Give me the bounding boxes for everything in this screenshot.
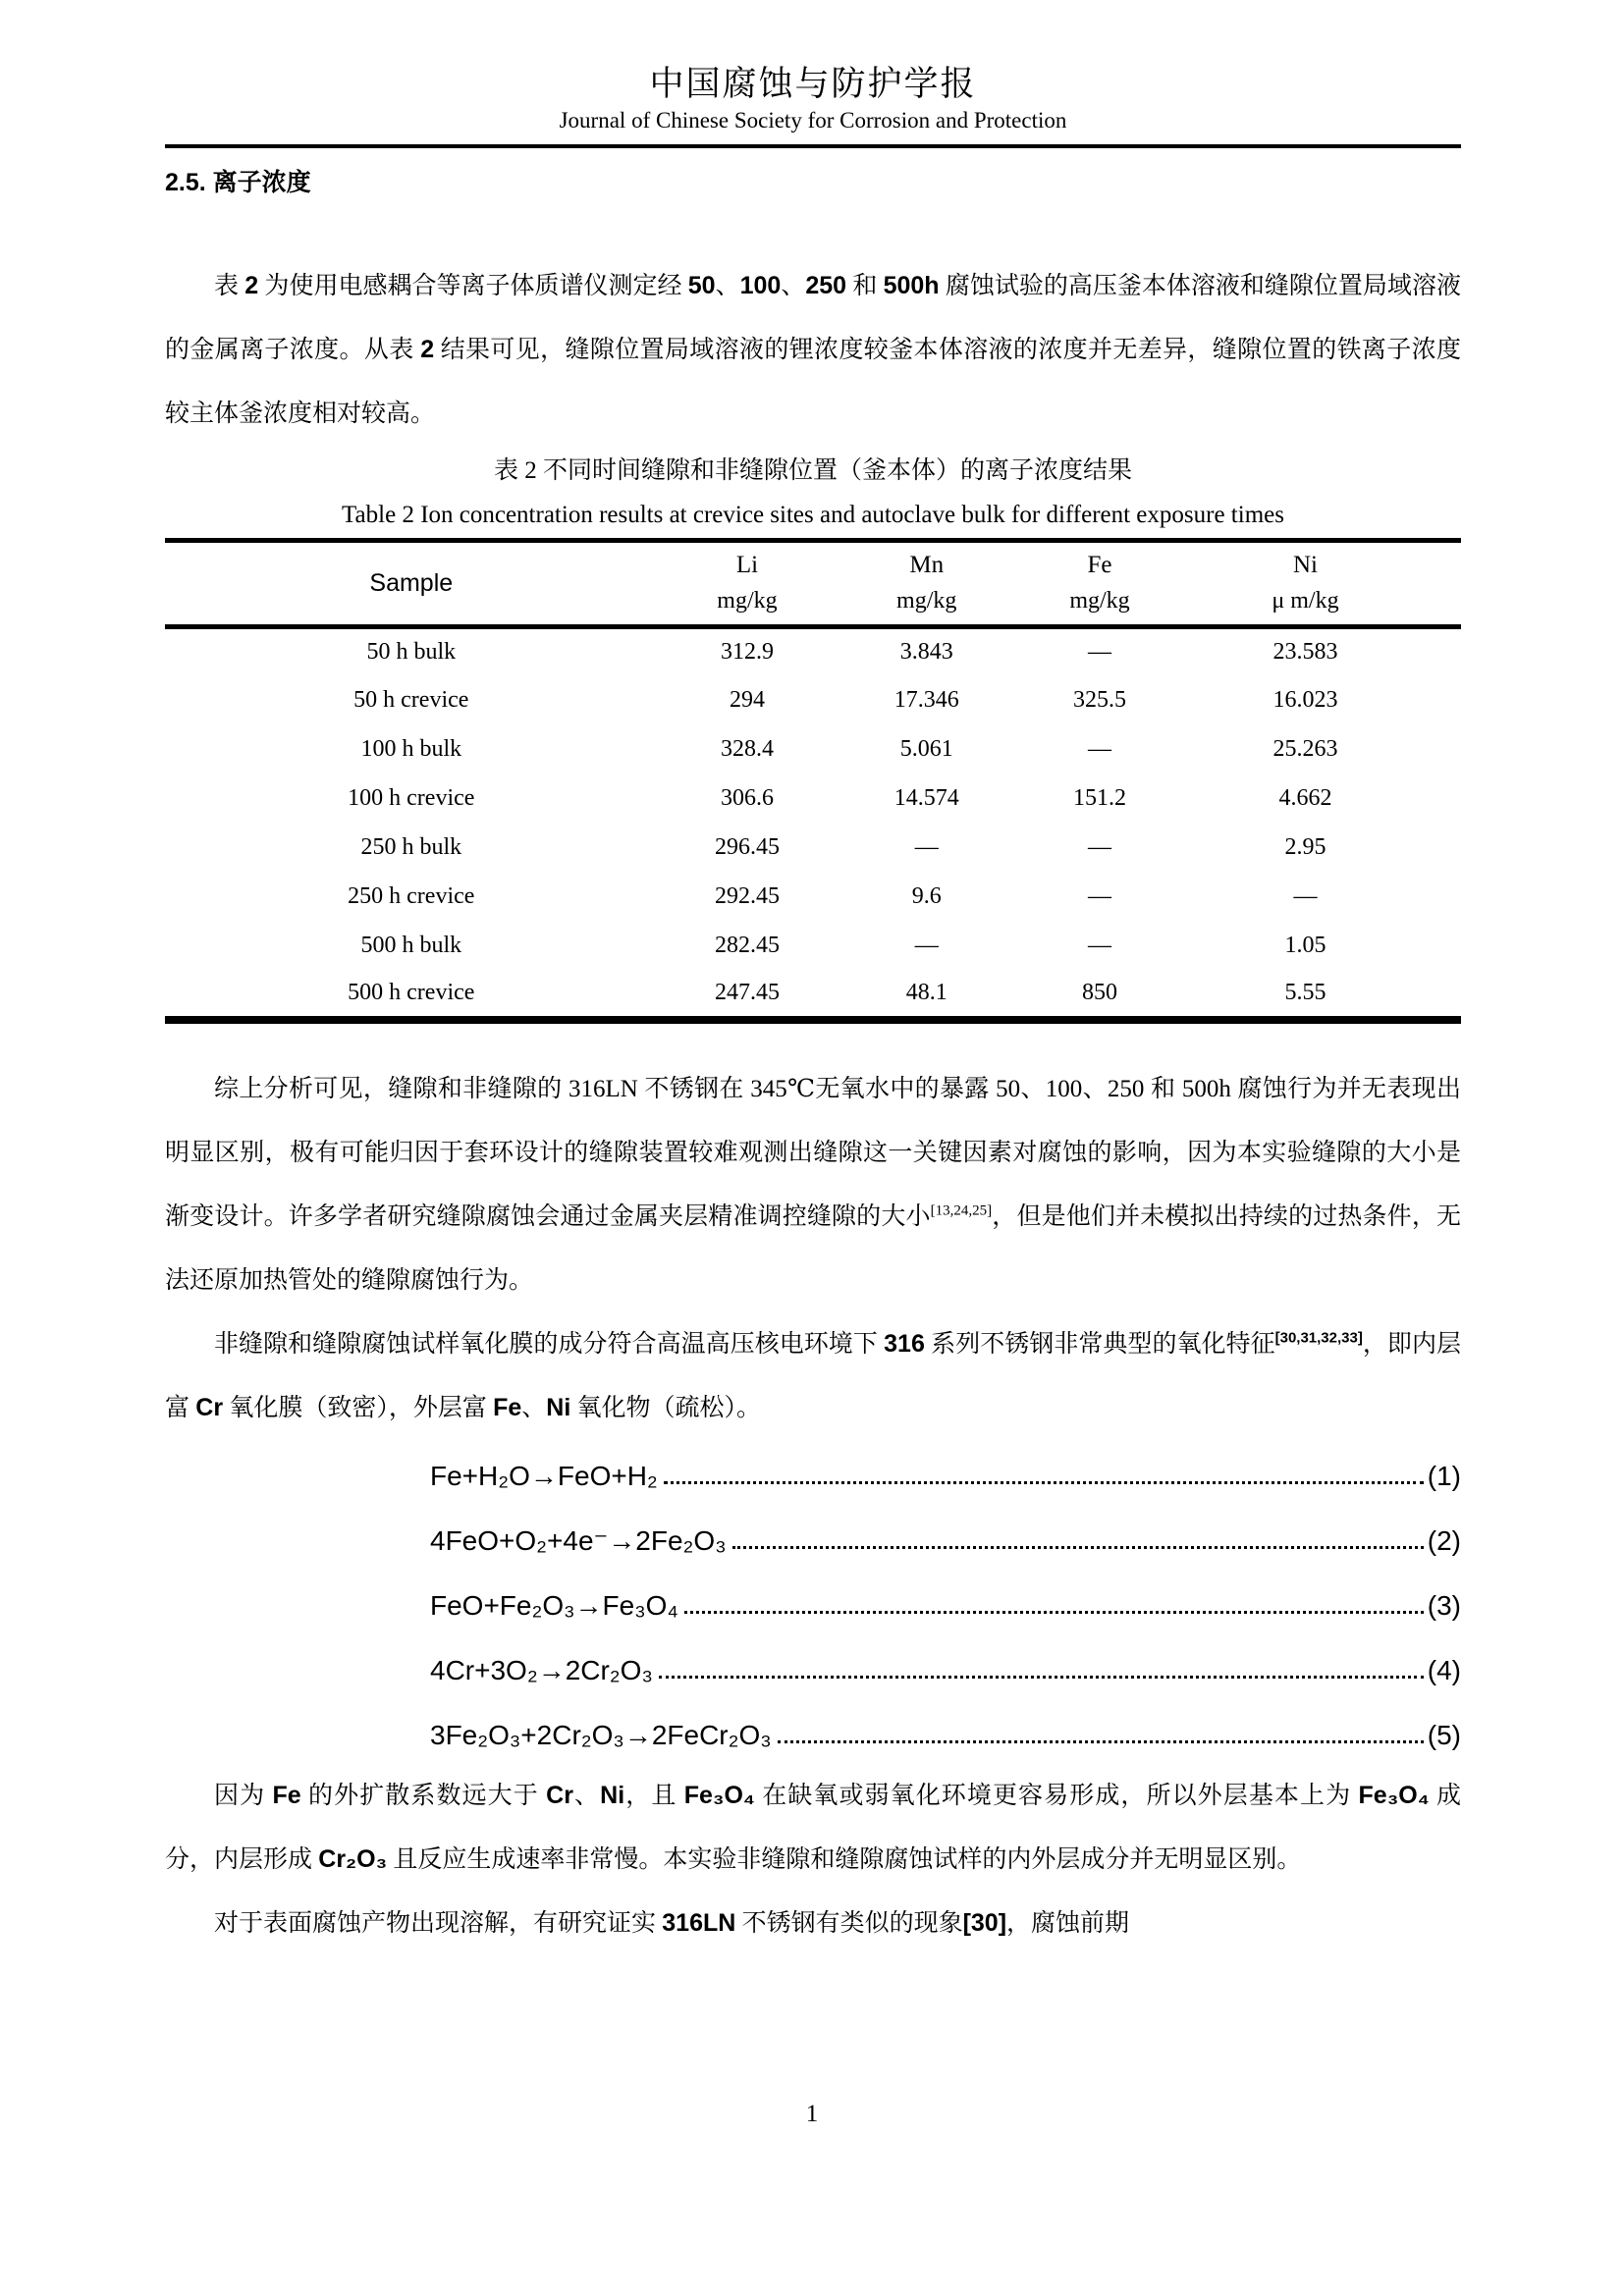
text-run: 、 [715,273,740,299]
table-header-fe [1016,541,1183,627]
table-header-mn [837,541,1016,627]
paragraph-dissolution [165,1892,1461,1955]
text-run: ，腐蚀前期 [1006,1909,1130,1937]
value-cell: 48.1 [905,980,947,1005]
value-cell: 16.023 [1272,687,1338,713]
equation-number: (1) [1427,1460,1461,1491]
table-header-li [658,541,838,627]
ion-concentration-table [165,538,1461,1024]
text-run: 综上分析可见，缝隙和非缝隙的 316LN 不锈钢在 345℃无氧水中的暴露 50、100、250 和 500h 腐蚀行为并无表现出明显区别，极有可能归因于套环设计的缝隙装置较难观测出缝隙这一关键因素对腐蚀的影响，因为本实验缝隙的大小是渐变设计。许多学者研究缝隙腐蚀会通过金属夹层精准调控缝隙的大小 [165,1075,1461,1230]
text-run: 腐蚀试验的高压釜本体溶液和缝隙位置局域溶液的金属离子浓度。从表 [165,273,1461,363]
table-header-sample: Sample [369,569,454,597]
equation-formula: Fe+H₂O→FeO+H₂ [430,1460,658,1491]
text-run: 、 [781,273,806,299]
equation-number: (3) [1427,1589,1461,1621]
text-run: 成分，内层形成 [165,1782,1461,1873]
text-run: ，且 [624,1782,684,1809]
sample-cell: 100 h bulk [360,736,462,762]
value-cell: 17.346 [893,687,959,713]
value-cell: 151.2 [1073,785,1127,811]
value-cell: 2.95 [1284,834,1326,860]
text-run: [13,24,25] [930,1202,993,1219]
table-body [165,627,1461,1020]
text-run: Fe [272,1781,301,1809]
value-cell: 23.583 [1272,639,1338,666]
text-run: 、 [521,1394,547,1421]
equation-formula: FeO+Fe₂O₃→Fe₃O₄ [430,1589,678,1621]
header-rule [165,144,1461,148]
value-cell: — [1088,639,1112,666]
text-run: 为使用电感耦合等离子体质谱仪测定经 [258,273,688,299]
table-row [165,873,1461,922]
equation-dot-leader [684,1611,1424,1614]
value-cell: 5.061 [899,736,953,762]
value-cell: 247.45 [714,980,780,1005]
paragraph-oxide-film [165,1312,1461,1440]
table-caption-cn: 表 2 不同时间缝隙和非缝隙位置（釜本体）的离子浓度结果 [493,457,1132,484]
equation-number: (5) [1427,1719,1461,1750]
value-cell: 4.662 [1278,785,1332,811]
column-label: mg/kg [896,588,957,614]
journal-title-en: Journal of Chinese Society for Corrosion and Protection [559,108,1067,133]
text-run: 因为 [214,1782,273,1809]
table-row [165,922,1461,971]
text-run: 非缝隙和缝隙腐蚀试样氧化膜的成分符合高温高压核电环境下 [214,1330,885,1358]
text-run: ，即内层富 [165,1330,1461,1421]
value-cell: 5.55 [1284,980,1326,1005]
text-run: 500h [883,272,940,299]
text-run: 系列不锈钢非常典型的氧化特征 [924,1330,1275,1358]
value-cell: 850 [1082,980,1118,1005]
text-run: 氧化物（疏松）。 [570,1394,762,1421]
column-label: mg/kg [1069,588,1130,614]
text-run: 且反应生成速率非常慢。本实验非缝隙和缝隙腐蚀试样的内外层成分并无明显区别。 [387,1845,1302,1873]
value-cell: 3.843 [899,639,953,666]
text-run: Cr [546,1781,573,1809]
sample-cell: 500 h crevice [348,980,475,1005]
sample-cell: 50 h crevice [353,687,469,713]
text-run: Fe [493,1393,522,1421]
section-heading: 2.5. 离子浓度 [165,169,311,196]
equation-dot-leader [659,1676,1424,1679]
table-header-ni [1183,541,1461,627]
column-label: μ m/kg [1272,588,1339,614]
value-cell: — [914,933,939,958]
column-label: Fe [1087,552,1112,578]
value-cell: 25.263 [1272,736,1338,762]
text-run: [30,31,32,33] [1274,1329,1363,1347]
equation-formula: 3Fe₂O₃+2Cr₂O₃→2FeCr₂O₃ [430,1719,772,1750]
text-run: ，但是他们并未模拟出持续的过热条件，无法还原加热管处的缝隙腐蚀行为。 [165,1202,1461,1294]
table-row [165,824,1461,873]
sample-cell: 250 h crevice [348,883,475,909]
text-run: 、 [572,1782,601,1809]
column-label: Li [735,552,759,578]
equation-number: (4) [1427,1654,1461,1685]
sample-cell: 500 h bulk [360,933,462,958]
value-cell: — [1088,834,1112,860]
paragraph-fe-diffusion [165,1764,1461,1892]
page-number: 1 [805,2101,819,2127]
table-row [165,676,1461,725]
equation-row [165,1440,1461,1505]
text-run: Cr₂O₃ [318,1844,388,1873]
equation-row [165,1505,1461,1570]
text-run: 2 [244,272,259,299]
text-run: 结果可见，缝隙位置局域溶液的锂浓度较釜本体溶液的浓度并无差异，缝隙位置的铁离子浓度较主体釜浓度相对较高。 [165,337,1461,427]
equation-dot-leader [778,1740,1424,1743]
column-label: Mn [909,552,945,578]
table-caption-en: Table 2 Ion concentration results at crevice sites and autoclave bulk for different exposure times [342,502,1284,528]
text-run: Fe₃O₄ [683,1781,755,1809]
sample-cell: 100 h crevice [348,785,475,811]
value-cell: — [1293,883,1318,909]
value-cell: 292.45 [714,883,780,909]
table-row [165,627,1461,676]
equations [165,1440,1461,1764]
column-label: Ni [1292,552,1318,578]
value-cell: 14.574 [893,785,959,811]
text-run: Ni [600,1781,625,1809]
text-run: 100 [739,272,782,299]
value-cell: 312.9 [720,639,774,666]
paragraph-ion-intro [165,254,1461,446]
text-run: 的外扩散系数远大于 [300,1782,547,1809]
equation-formula: 4FeO+O₂+4e⁻→2Fe₂O₃ [430,1524,727,1556]
value-cell: — [1088,736,1112,762]
equation-formula: 4Cr+3O₂→2Cr₂O₃ [430,1654,653,1685]
equation-row [165,1634,1461,1699]
value-cell: — [1088,883,1112,909]
value-cell: 9.6 [911,883,942,909]
column-label: mg/kg [717,588,778,614]
equation-number: (2) [1427,1524,1461,1556]
value-cell: 1.05 [1284,933,1326,958]
table-head [165,541,1461,627]
table-row [165,774,1461,824]
value-cell: 306.6 [720,785,774,811]
sample-cell: 50 h bulk [366,639,457,666]
text-run: 250 [805,272,847,299]
journal-title-cn: 中国腐蚀与防护学报 [649,65,977,103]
text-run: 对于表面腐蚀产物出现溶解，有研究证实 [214,1909,663,1937]
value-cell: 282.45 [714,933,780,958]
text-run: Ni [546,1393,571,1421]
equation-dot-leader [664,1481,1424,1484]
value-cell: 328.4 [720,736,774,762]
text-run: 316LN [662,1908,736,1937]
value-cell: 294 [729,687,765,713]
text-run: 氧化膜（致密），外层富 [223,1394,494,1421]
text-run: 2 [420,336,435,363]
table-row [165,971,1461,1020]
text-run: 不锈钢有类似的现象 [735,1909,963,1937]
text-run: 50 [687,272,716,299]
equation-dot-leader [732,1546,1424,1549]
text-run: 和 [846,273,884,299]
value-cell: — [914,834,939,860]
value-cell: 325.5 [1073,687,1127,713]
text-run: [30] [962,1908,1007,1937]
table-column-headers [165,541,1461,627]
equation-row [165,1570,1461,1634]
sample-cell: 250 h bulk [360,834,462,860]
value-cell: — [1088,933,1112,958]
table-row [165,725,1461,774]
text-run: 在缺氧或弱氧化环境更容易形成，所以外层基本上为 [754,1782,1359,1809]
value-cell: 296.45 [714,834,780,860]
text-run: 316 [884,1329,925,1358]
text-run: Cr [195,1393,224,1421]
text-run: 表 [214,273,245,299]
text-run: Fe₃O₄ [1358,1781,1430,1809]
paragraph-analysis-summary [165,1057,1461,1312]
equation-row [165,1699,1461,1764]
